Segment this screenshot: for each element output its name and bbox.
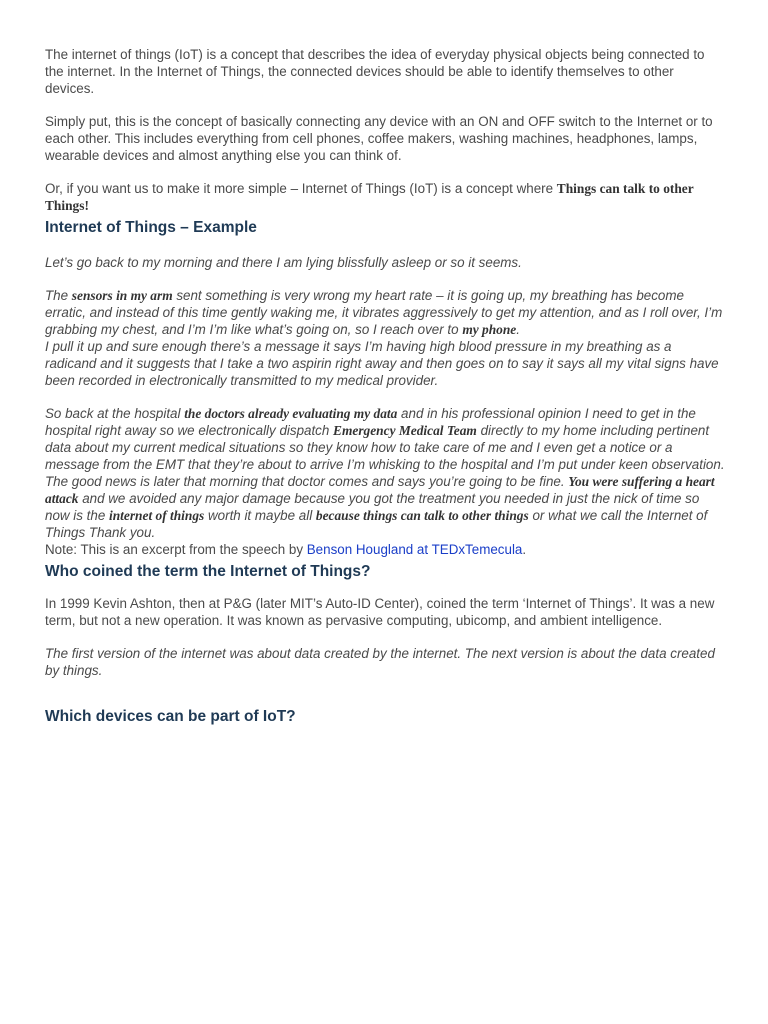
intro-paragraph-2: Simply put, this is the concept of basically connecting any device with an ON and OFF switch to the Internet or to each other. This includes everything from cell phones, coffee makers, washing machines, headphones, lamps, wearable devices and almost anything else you can think of. — [45, 114, 713, 163]
example-paragraph-3: I pull it up and sure enough there’s a message it says I’m having high blood pressure in my breathing as a radicand and it suggests that I take a two aspirin right away and then goes on to say it says all my vital signs have been recorded in electronically transmitted to my medical provider. — [45, 339, 719, 388]
example-heading: Internet of Things – Example — [45, 219, 257, 236]
note-paragraph — [45, 541, 725, 558]
emphasis-emt: Emergency Medical Team — [333, 423, 477, 438]
text-run: sent something is very wrong my heart rate – it is going up, my breathing has become erratic, and instead of this time gently waking me, it vibrates aggressively to get my attention, and as I roll over, I’m grabbing my chest, and I’m I’m like what’s going on, so I reach over to — [45, 288, 723, 337]
example-paragraph-5 — [45, 473, 725, 541]
text-run: and in his professional opinion I need to get in the hospital right away so we electronically dispatch — [45, 406, 696, 438]
intro-paragraph-3-bold: Things can talk to other Things! — [45, 181, 694, 213]
coined-paragraph: In 1999 Kevin Ashton, then at P&G (later MIT’s Auto-ID Center), coined the term ‘Internet of Things’. It was a new term, but not a new operation. It was known as pervasive computing, ubicomp, and ambient intelligence. — [45, 596, 715, 628]
example-paragraph-2 — [45, 287, 725, 338]
emphasis-doctors: the doctors already evaluating my data — [184, 406, 398, 421]
emphasis-phone: my phone — [462, 322, 517, 337]
intro-paragraph-3-text: Or, if you want us to make it more simple – Internet of Things (IoT) is a concept where — [45, 181, 557, 196]
tedx-link[interactable]: Benson Hougland at TEDxTemecula — [306, 542, 523, 557]
text-run: The — [45, 288, 72, 303]
text-run: . — [516, 322, 520, 337]
example-paragraph-4 — [45, 405, 725, 473]
emphasis-heart-attack: You were suffering a heart attack — [45, 474, 715, 506]
coined-heading: Who coined the term the Internet of Things? — [45, 563, 371, 580]
note-end: . — [522, 542, 527, 557]
intro-paragraph-1: The internet of things (IoT) is a concept that describes the idea of everyday physical objects being connected to the internet. In the Internet of Things, the connected devices should be able to identify themselves to other devices. — [45, 47, 705, 96]
emphasis-sensors: sensors in my arm — [71, 288, 173, 303]
document-body — [45, 46, 725, 727]
text-run: or what we call the Internet of Things Thank you. — [45, 508, 708, 540]
example-paragraph-1: Let’s go back to my morning and there I am lying blissfully asleep or so it seems. — [45, 255, 522, 270]
coined-quote: The first version of the internet was about data created by the internet. The next version is about the data created by things. — [45, 646, 715, 678]
text-run: directly to my home including pertinent data about my current medical situations so they know how to take care of me and I even get a notice or a message from the EMT that they’re about to arrive I’m whisking to the hospital and I’m put under keen observation. — [45, 423, 725, 472]
text-run: The good news is later that morning that doctor comes and says you’re going to be fine. — [45, 474, 569, 489]
devices-heading: Which devices can be part of IoT? — [45, 708, 296, 725]
emphasis-iot: internet of things — [109, 508, 205, 523]
text-run: worth it maybe all — [204, 508, 316, 523]
text-run: So back at the hospital — [45, 406, 185, 421]
note-text: Note: This is an excerpt from the speech by — [45, 542, 307, 557]
intro-paragraph-3 — [45, 180, 725, 214]
text-run: and we avoided any major damage because you got the treatment you needed in just the nick of time so now is the — [45, 491, 700, 523]
emphasis-things-talk: because things can talk to other things — [315, 508, 529, 523]
